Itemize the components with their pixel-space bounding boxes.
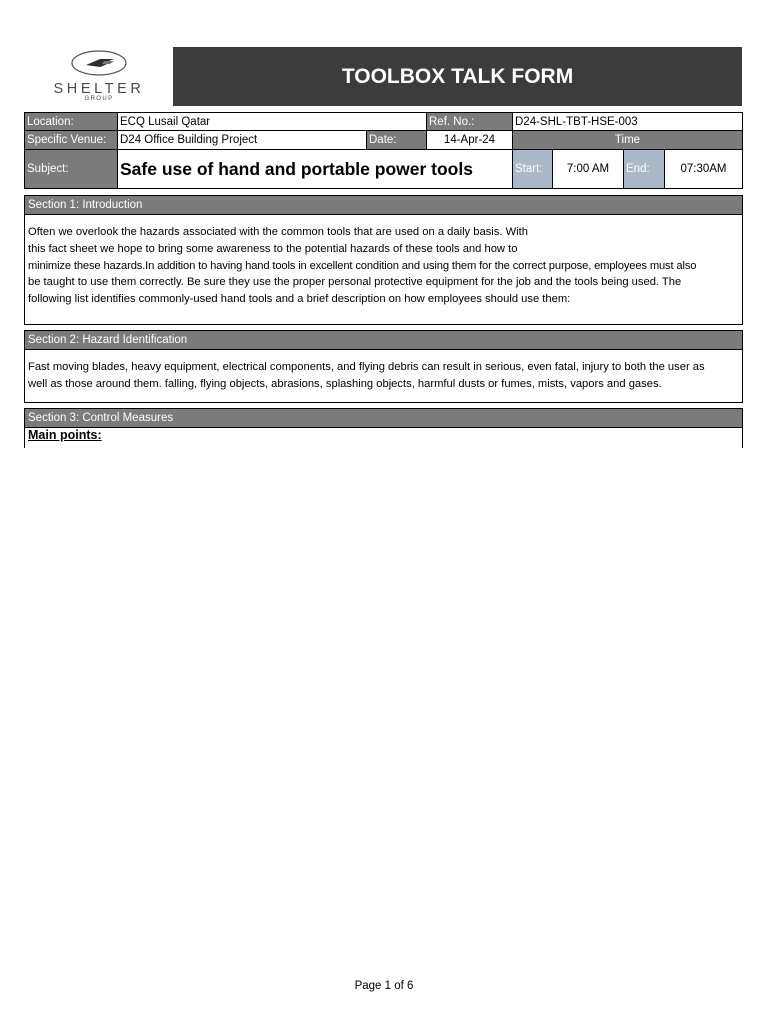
intro-line: Often we overlook the hazards associated with the common tools that are used on a daily basis. With <box>28 226 528 238</box>
end-label: End: <box>623 149 665 189</box>
intro-line: be taught to use them correctly. Be sure they use the proper personal protective equipment for the job and the tools being used. The <box>28 276 682 289</box>
ref-value: D24-SHL-TBT-HSE-003 <box>512 112 743 131</box>
hazard-line: Fast moving blades, heavy equipment, electrical components, and flying debris can result in serious, even fatal, injury to both the user as <box>28 361 705 373</box>
logo-brand-text: SHELTER <box>53 81 145 97</box>
form-title: TOOLBOX TALK FORM <box>173 47 742 106</box>
start-label: Start: <box>512 149 553 189</box>
section-hazard-body <box>24 350 743 403</box>
hazard-line: well as those around them. falling, flying objects, abrasions, splashing objects, harmful dusts or fumes, mists, vapors and gases. <box>28 377 662 390</box>
location-value: ECQ Lusail Qatar <box>117 112 427 131</box>
date-label: Date: <box>366 130 427 150</box>
logo-group-text: GROUP <box>84 96 114 102</box>
subject-label: Subject: <box>24 149 118 189</box>
venue-label: Specific Venue: <box>24 130 118 150</box>
location-label: Location: <box>24 112 118 131</box>
section-introduction-body <box>24 215 743 325</box>
start-value: 7:00 AM <box>552 149 624 189</box>
page-number: Page 1 of 6 <box>354 980 414 992</box>
section-introduction-header: Section 1: Introduction <box>24 195 743 215</box>
ref-label: Ref. No.: <box>426 112 513 131</box>
intro-line: minimize these hazards.In addition to having hand tools in excellent condition and using them for the correct purpose, employees must also <box>28 259 697 272</box>
main-points-heading: Main points: <box>24 428 743 448</box>
venue-value: D24 Office Building Project <box>117 130 367 150</box>
section-hazard-header: Section 2: Hazard Identification <box>24 330 743 350</box>
date-value: 14-Apr-24 <box>426 130 513 150</box>
intro-line: following list identifies commonly-used hand tools and a brief description on how employees should use them: <box>28 293 571 306</box>
end-value: 07:30AM <box>664 149 743 189</box>
logo-emblem-icon <box>70 48 128 78</box>
shelter-logo <box>25 48 173 106</box>
time-label: Time <box>512 130 743 150</box>
intro-line: this fact sheet we hope to bring some awareness to the potential hazards of these tools and how to <box>28 242 518 255</box>
subject-value: Safe use of hand and portable power tools <box>117 149 513 189</box>
section-control-header: Section 3: Control Measures <box>24 408 743 428</box>
